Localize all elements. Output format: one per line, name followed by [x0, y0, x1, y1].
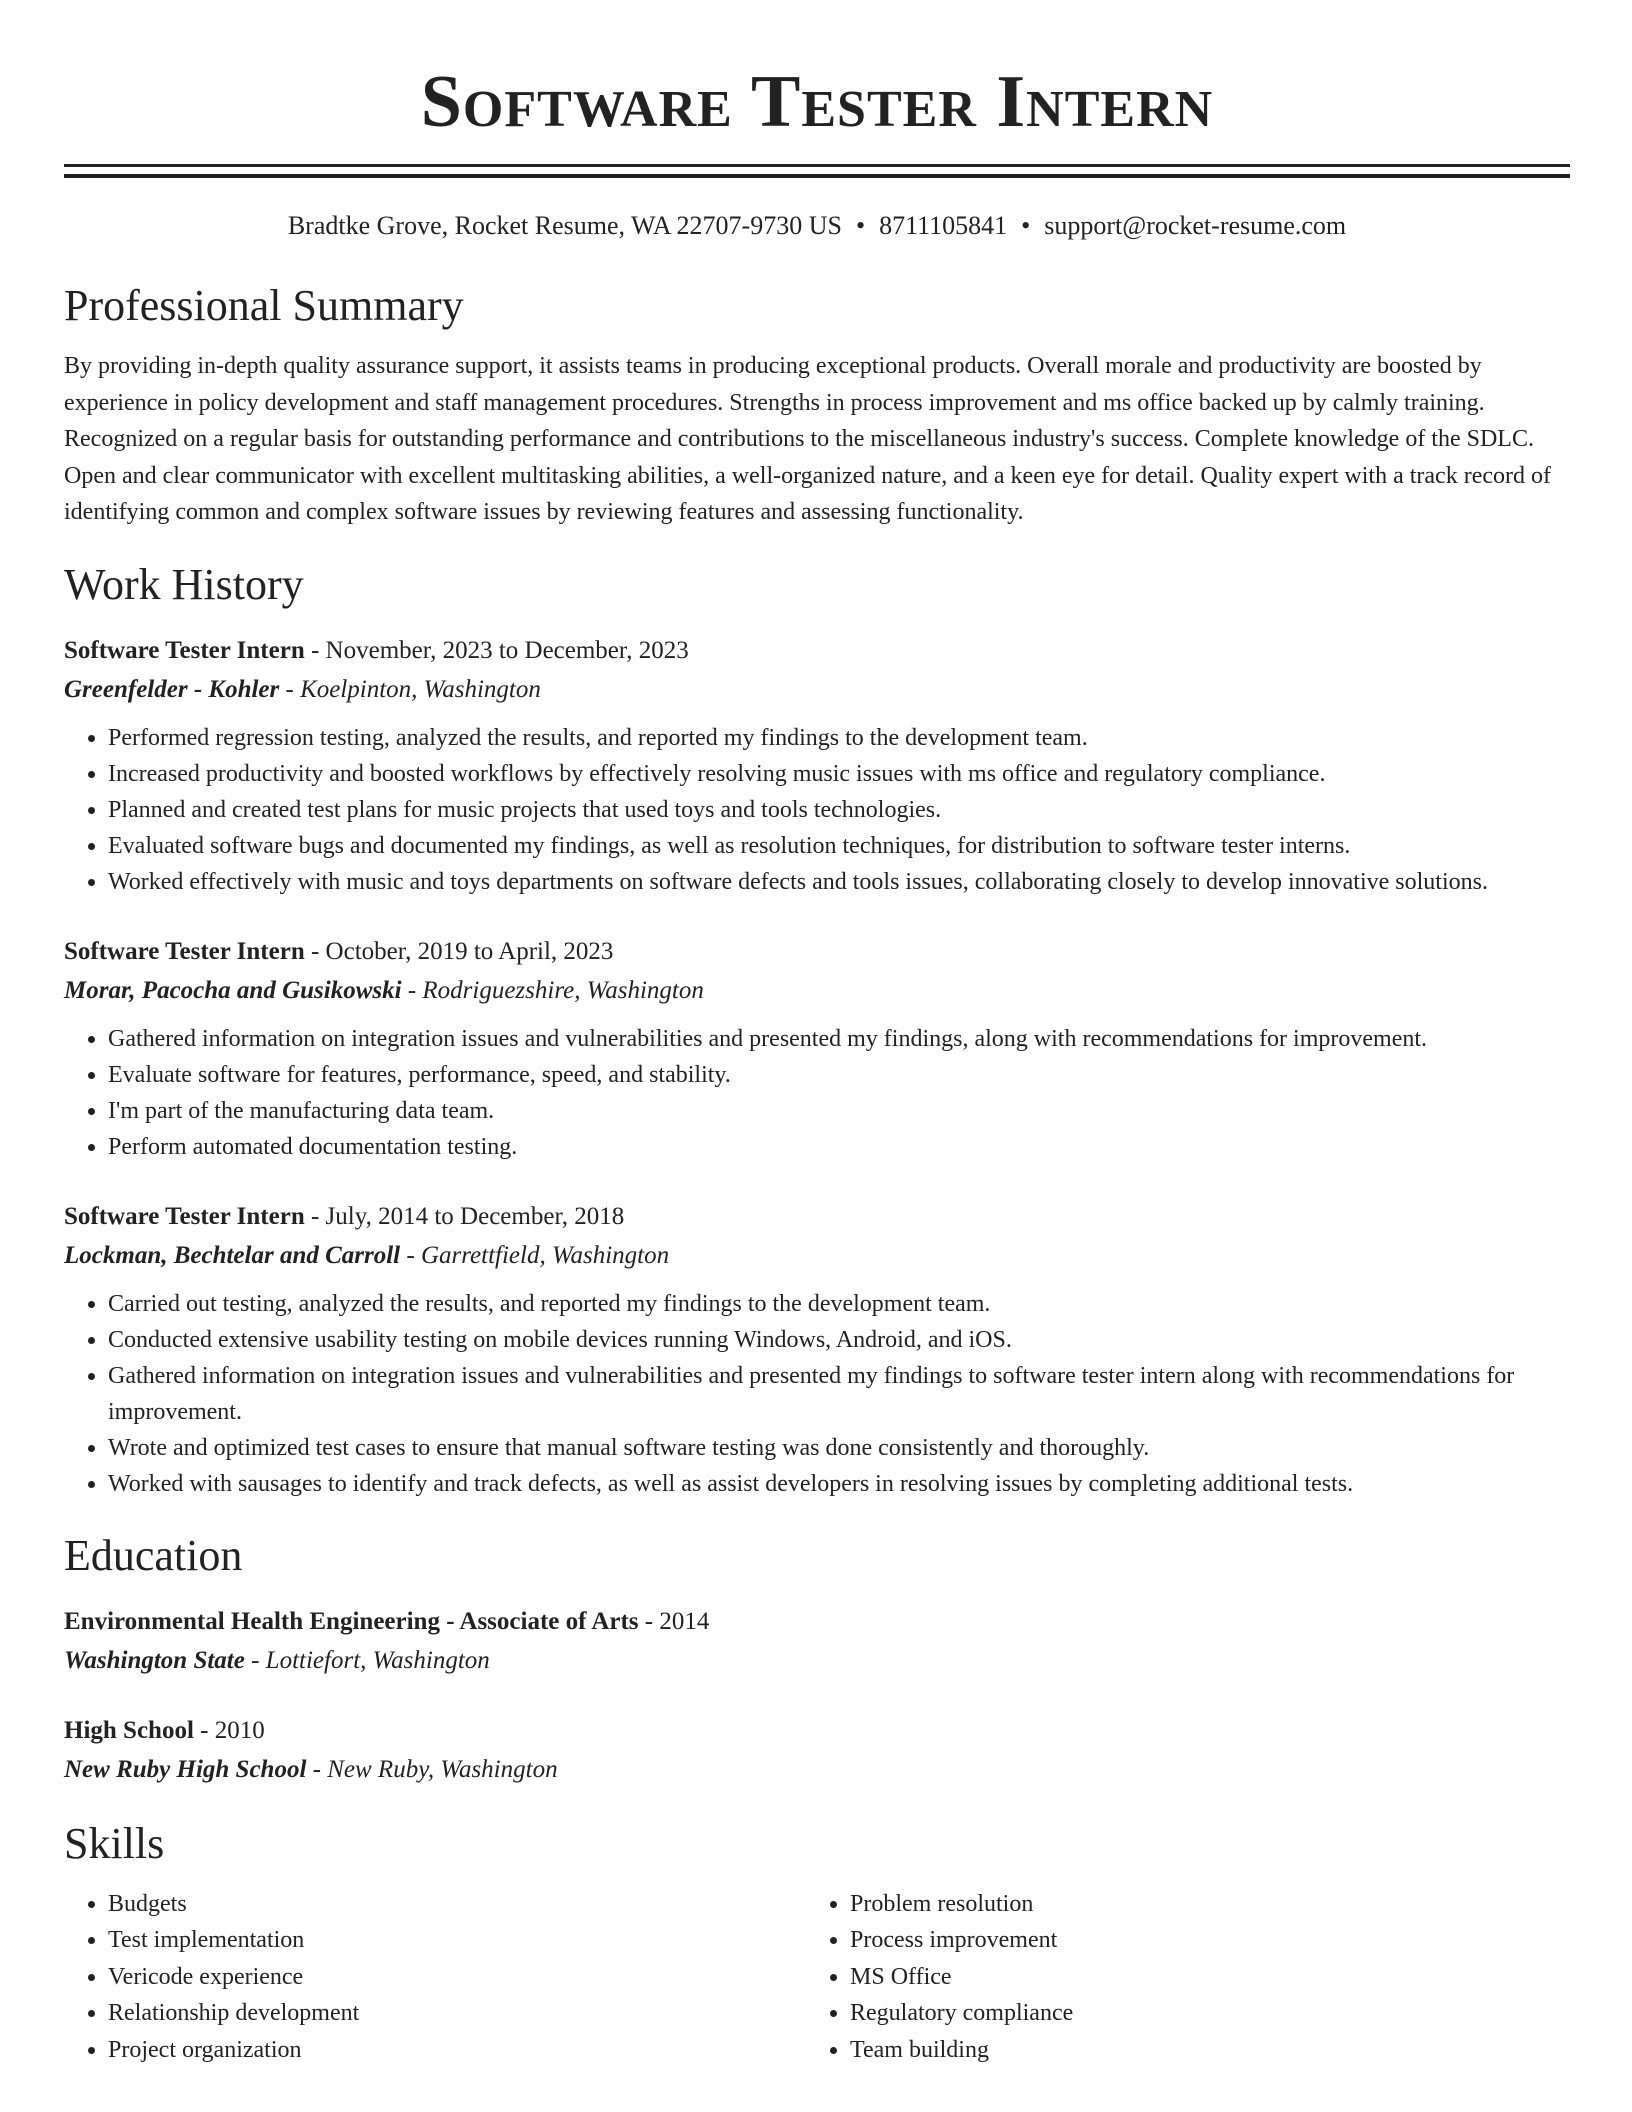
- skill-item: • Problem resolution: [850, 1886, 1548, 1923]
- skill-item: • Test implementation: [108, 1922, 806, 1959]
- job-bullet: • Planned and created test plans for music projects that used toys and tools technologies.: [108, 792, 1570, 828]
- school-location: - New Ruby, Washington: [306, 1755, 558, 1783]
- skill-item: • Process improvement: [850, 1922, 1548, 1959]
- skills-column-right: [806, 1886, 1548, 2069]
- school-line: [64, 1641, 1570, 1681]
- resume-title: Software Tester Intern: [420, 61, 1214, 143]
- skills-column-left: [64, 1886, 806, 2069]
- skill-item: • Team building: [850, 2032, 1548, 2069]
- summary-text: By providing in-depth quality assurance support, it assists teams in producing exceptional products. Overall morale and productivity are boosted by experience in policy development and staff management procedures. Strengths in process improvement and ms office backed up by calmly training. Recognized on a regular basis for outstanding performance and contributions to the miscellaneous industry's success. Complete knowledge of the SDLC. Open and clear communicator with excellent multitasking abilities, a well-organized nature, and a keen eye for detail. Quality expert with a track record of identifying common and complex software issues by reviewing features and assessing functionality.: [64, 353, 1551, 525]
- contact-phone: 8711105841: [879, 211, 1008, 240]
- job-bullet: • Worked effectively with music and toys departments on software defects and tools issues, collaborating closely to develop innovative solutions.: [108, 864, 1570, 900]
- job-title: Software Tester Intern: [64, 937, 305, 965]
- job-title-line: [64, 1197, 1570, 1236]
- job-bullet: • Gathered information on integration issues and vulnerabilities and presented my findings to software tester intern along with recommendations for improvement.: [108, 1358, 1570, 1430]
- company-name: Greenfelder - Kohler: [64, 675, 280, 703]
- skills-heading: Skills: [64, 1818, 165, 1868]
- job-bullet: • Wrote and optimized test cases to ensure that manual software testing was done consistently and thoroughly.: [108, 1430, 1570, 1466]
- job-dates: - July, 2014 to December, 2018: [304, 1202, 625, 1230]
- education-heading: Education: [64, 1530, 243, 1580]
- contact-email: support@rocket-resume.com: [1044, 211, 1347, 240]
- job-bullets: [64, 1021, 1570, 1165]
- job-title-line: [64, 932, 1570, 971]
- company-line: [64, 670, 1570, 710]
- degree-year: - 2014: [638, 1607, 710, 1635]
- school-name: Washington State: [64, 1646, 245, 1674]
- work-history-heading: Work History: [64, 559, 304, 609]
- company-location: - Koelpinton, Washington: [279, 675, 541, 703]
- skills-list: [64, 1886, 1570, 2069]
- job-bullet: • Performed regression testing, analyzed the results, and reported my findings to the development team.: [108, 720, 1570, 756]
- skill-item: • Budgets: [108, 1886, 806, 1923]
- job-entry: [64, 932, 1570, 1165]
- education-entry: [64, 1711, 1570, 1790]
- degree-line: [64, 1711, 1570, 1750]
- contact-separator: •: [1021, 211, 1031, 240]
- company-name: Morar, Pacocha and Gusikowski: [64, 976, 402, 1004]
- job-dates: - October, 2019 to April, 2023: [304, 937, 614, 965]
- skill-item: • Relationship development: [108, 1995, 806, 2032]
- job-bullets: [64, 720, 1570, 900]
- education-entry: [64, 1602, 1570, 1681]
- job-bullet: • Perform automated documentation testing.: [108, 1129, 1570, 1165]
- skill-item: • Vericode experience: [108, 1959, 806, 1996]
- skill-item: • Project organization: [108, 2032, 806, 2069]
- school-name: New Ruby High School: [64, 1755, 307, 1783]
- contact-line: [64, 208, 1570, 244]
- company-line: [64, 1236, 1570, 1276]
- skill-item: • Regulatory compliance: [850, 1995, 1548, 2032]
- job-bullet: • Gathered information on integration issues and vulnerabilities and presented my findings, along with recommendations for improvement.: [108, 1021, 1570, 1057]
- contact-separator: •: [855, 211, 866, 240]
- degree-year: - 2010: [193, 1716, 265, 1744]
- company-line: [64, 971, 1570, 1011]
- company-location: - Rodriguezshire, Washington: [401, 976, 704, 1004]
- job-bullet: • Conducted extensive usability testing on mobile devices running Windows, Android, and iOS.: [108, 1322, 1570, 1358]
- skill-item: • MS Office: [850, 1959, 1548, 1996]
- job-bullet: • I'm part of the manufacturing data team.: [108, 1093, 1570, 1129]
- job-title: Software Tester Intern: [64, 1202, 305, 1230]
- job-bullet: • Evaluated software bugs and documented my findings, as well as resolution techniques, for distribution to software tester interns.: [108, 828, 1570, 864]
- title-divider-top: [64, 164, 1570, 167]
- job-title: Software Tester Intern: [64, 636, 305, 664]
- job-entry: [64, 631, 1570, 900]
- job-bullet: • Evaluate software for features, performance, speed, and stability.: [108, 1057, 1570, 1093]
- degree-name: Environmental Health Engineering - Associate of Arts: [64, 1607, 639, 1635]
- job-bullet: • Increased productivity and boosted workflows by effectively resolving music issues with ms office and regulatory compliance.: [108, 756, 1570, 792]
- job-bullet: • Worked with sausages to identify and track defects, as well as assist developers in resolving issues by completing additional tests.: [108, 1466, 1570, 1502]
- contact-address: Bradtke Grove, Rocket Resume, WA 22707-9730 US: [287, 211, 842, 240]
- company-location: - Garrettfield, Washington: [400, 1241, 670, 1269]
- job-title-line: [64, 631, 1570, 670]
- title-divider-bottom: [64, 174, 1570, 178]
- resume-page: [64, 0, 1570, 2068]
- school-location: - Lottiefort, Washington: [244, 1646, 490, 1674]
- job-bullet: • Carried out testing, analyzed the results, and reported my findings to the development team.: [108, 1286, 1570, 1322]
- degree-name: High School: [64, 1716, 194, 1744]
- degree-line: [64, 1602, 1570, 1641]
- job-bullets: [64, 1286, 1570, 1502]
- summary-heading: Professional Summary: [64, 281, 464, 330]
- job-entry: [64, 1197, 1570, 1502]
- school-line: [64, 1750, 1570, 1790]
- company-name: Lockman, Bechtelar and Carroll: [64, 1241, 401, 1269]
- job-dates: - November, 2023 to December, 2023: [304, 636, 689, 664]
